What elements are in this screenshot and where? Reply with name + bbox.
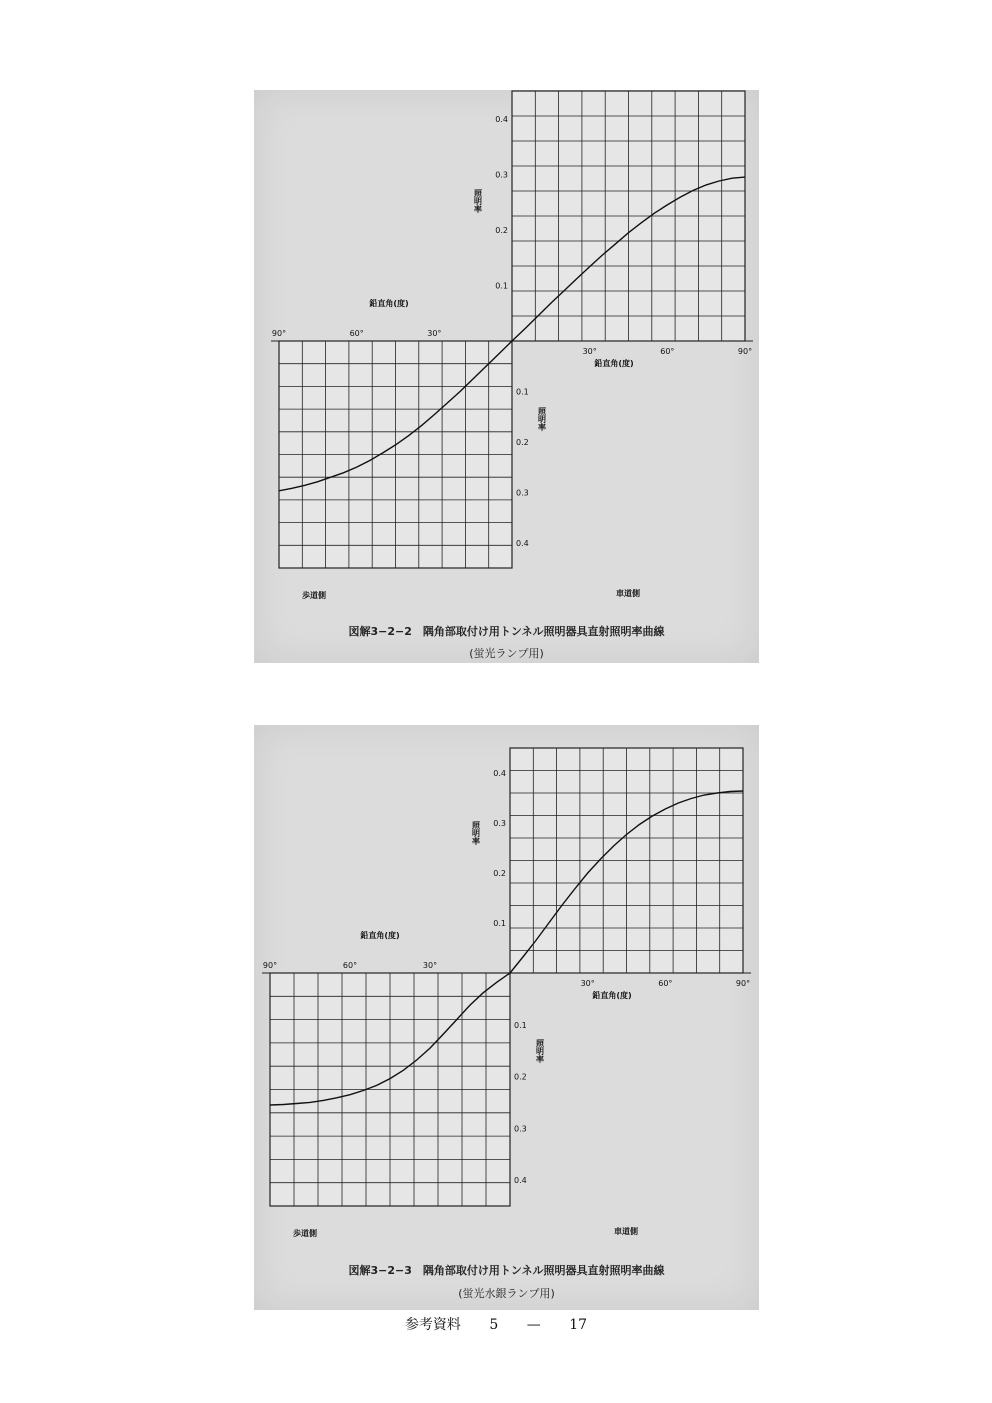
figure-subcaption-1: (蛍光ランプ用) [469, 647, 544, 660]
angle-tick-label-right: 30° [580, 979, 595, 988]
y-tick-label-lower: 0.3 [514, 1124, 527, 1134]
y-tick-label-upper: 0.1 [493, 919, 506, 928]
y-tick-label-upper: 0.1 [495, 281, 508, 291]
footer-label: 参考資料 [404, 1317, 461, 1333]
x-axis-label-right: 鉛直角(度) [594, 359, 634, 368]
y-tick-label-lower: 0.4 [516, 538, 529, 548]
side-label-right: 車道側 [616, 589, 640, 598]
angle-tick-label-right: 30° [582, 347, 597, 356]
figure-subcaption-2: (蛍光水銀ランプ用) [458, 1287, 555, 1300]
angle-tick-label-left: 60° [349, 329, 364, 338]
page-footer [0, 1314, 992, 1334]
y-axis-label-lower: 照明率 [535, 1039, 545, 1063]
y-tick-label-lower: 0.1 [516, 387, 529, 397]
y-axis-label-upper: 照明率 [473, 189, 483, 213]
y-tick-label-upper: 0.3 [495, 170, 508, 180]
y-tick-label-lower: 0.1 [514, 1020, 527, 1030]
angle-tick-label-left: 30° [422, 961, 438, 970]
y-tick-label-upper: 0.2 [493, 869, 506, 878]
angle-tick-label-left: 60° [342, 961, 358, 970]
x-axis-label-left: 鉛直角(度) [360, 931, 400, 940]
angle-tick-label-left: 90° [262, 961, 278, 970]
x-axis-label-left: 鉛直角(度) [369, 299, 409, 308]
figure-scan-1 [254, 90, 759, 663]
angle-tick-label-right: 90° [737, 347, 753, 356]
y-tick-label-lower: 0.2 [514, 1072, 527, 1082]
angle-tick-label-right: 60° [658, 979, 673, 988]
angle-tick-label-right: 60° [660, 347, 675, 356]
y-tick-label-lower: 0.2 [516, 437, 529, 447]
figure-caption-1: 図解3−2−2 隅角部取付け用トンネル照明器具直射照明率曲線 [348, 625, 665, 638]
lighting-chart-2 [254, 725, 759, 1310]
side-label-left: 歩道側 [293, 1229, 317, 1238]
y-tick-label-lower: 0.4 [514, 1176, 527, 1186]
x-axis-label-right: 鉛直角(度) [592, 991, 632, 1000]
figure-scan-2 [254, 725, 759, 1310]
angle-tick-label-right: 90° [735, 979, 751, 988]
y-tick-label-upper: 0.4 [493, 769, 506, 778]
side-label-right: 車道側 [614, 1227, 638, 1236]
y-tick-label-upper: 0.2 [495, 225, 508, 235]
figure-caption-2: 図解3−2−3 隅角部取付け用トンネル照明器具直射照明率曲線 [348, 1264, 665, 1277]
y-tick-label-upper: 0.3 [493, 819, 506, 828]
y-tick-label-upper: 0.4 [495, 114, 508, 124]
angle-tick-label-left: 90° [271, 329, 287, 338]
side-label-left: 歩道側 [302, 591, 326, 600]
footer-dash: — [526, 1317, 541, 1333]
y-axis-label-lower: 照明率 [537, 407, 547, 431]
angle-tick-label-left: 30° [427, 329, 442, 338]
footer-chapter: 5 [489, 1317, 499, 1333]
lighting-chart-1 [254, 90, 759, 663]
footer-page: 17 [569, 1317, 588, 1333]
y-axis-label-upper: 照明率 [471, 821, 481, 845]
y-tick-label-lower: 0.3 [516, 488, 529, 498]
